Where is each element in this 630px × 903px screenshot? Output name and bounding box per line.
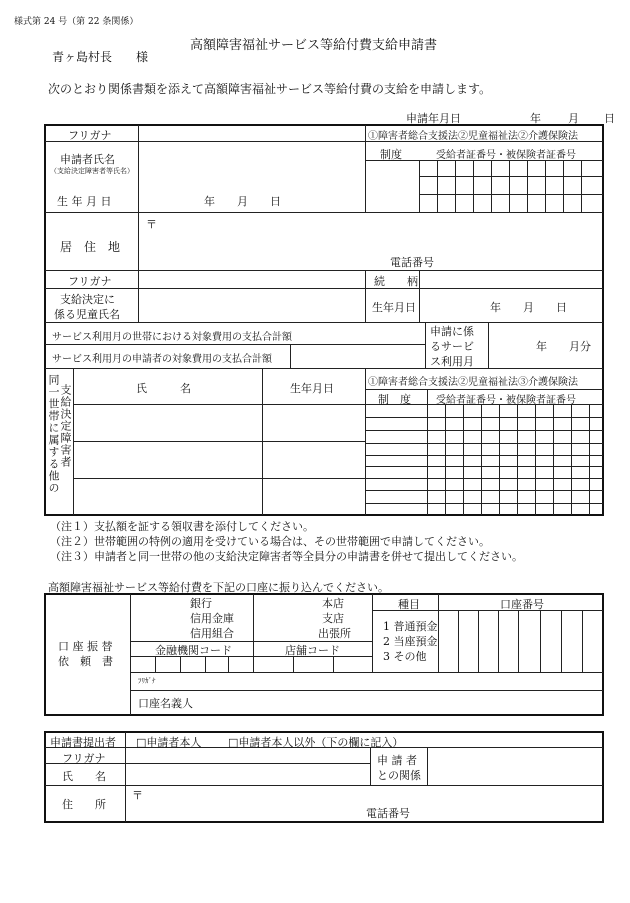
seido-label: 制度 (380, 148, 402, 161)
phone-label: 電話番号 (390, 256, 434, 269)
child-birth-label: 生年月日 (372, 301, 416, 314)
account-type-1: 2 当座預金 (383, 635, 438, 648)
bank-side-1: 口 座 振 替 (58, 640, 113, 653)
submitter-opt-other[interactable]: □申請者本人以外（下の欄に記入） (228, 736, 404, 749)
apply-day: 日 (604, 112, 615, 125)
branch-code-label: 店舗コード (285, 644, 340, 657)
apply-date-label: 申請年月日 (406, 112, 461, 125)
law-options: ①障害者総合支援法②児童福祉法②介護保険法 (368, 131, 578, 142)
submitter-relation-1: 申 請 者 (377, 754, 417, 767)
account-type-label: 種目 (398, 598, 420, 611)
household-seido: 制 度 (378, 393, 411, 406)
submitter-phone: 電話番号 (366, 807, 410, 820)
submitter-postal: 〒 (132, 789, 143, 802)
household-side-b: 支給決定障害者 (59, 384, 72, 468)
branch-type-1: 支店 (322, 612, 344, 625)
account-no-label: 口座番号 (500, 598, 544, 611)
intro-text: 次のとおり関係書類を添えて高額障害福祉サービス等給付費の支給を申請します。 (48, 82, 492, 96)
service-month-1: 申請に係 (430, 325, 474, 338)
branch-type-0: 本店 (322, 597, 344, 610)
household-law-options: ①障害者総合支援法②児童福祉法③介護保険法 (368, 377, 578, 388)
furigana-label: フリガナ (68, 129, 112, 142)
bank-code-label: 金融機関コード (155, 644, 232, 657)
apply-month: 月 (568, 112, 579, 125)
bank-furigana: ﾌﾘｶﾞﾅ (138, 677, 156, 685)
applicant-name-sub: （支給決定障害者等氏名） (50, 167, 134, 175)
child-label-1: 支給決定に (60, 293, 115, 306)
household-name-col: 氏 名 (136, 382, 191, 395)
child-birth-ymd: 年 月 日 (490, 301, 567, 314)
account-holder-label: 口座名義人 (138, 697, 193, 710)
birth-ymd: 年 月 日 (204, 195, 281, 208)
bank-type-2: 信用組合 (190, 627, 234, 640)
submitter-name-label: 氏 名 (62, 770, 106, 783)
child-label-2: 係る児童氏名 (54, 308, 120, 321)
note-1: （注１）支払額を証する領収書を添付してください。 (50, 520, 314, 533)
applicant-name-label: 申請者氏名 (60, 153, 115, 166)
relation-label: 続 柄 (374, 275, 418, 288)
submitter-address-label: 住 所 (62, 798, 106, 811)
bank-side-2: 依 頼 書 (58, 655, 113, 668)
account-type-2: 3 その他 (383, 650, 427, 663)
birth-label: 生 年 月 日 (57, 195, 112, 208)
household-side-a: 同一世帯に属する他の (47, 374, 60, 494)
submitter-label: 申請書提出者 (50, 736, 116, 749)
address-label: 居 住 地 (60, 240, 121, 254)
service-month-2: るサービ (430, 340, 474, 353)
applicant-table (44, 124, 604, 516)
page-title: 高額障害福祉サービス等給付費支給申請書 (190, 38, 438, 53)
postal-mark: 〒 (146, 218, 157, 231)
recipient-no-label: 受給者証番号・被保険者証番号 (436, 150, 576, 161)
submitter-furigana: フリガナ (62, 752, 106, 765)
branch-type-2: 出張所 (318, 627, 351, 640)
service-month-ym: 年 月分 (536, 340, 591, 353)
applicant-total-label: サービス利用月の申請者の対象費用の支払合計額 (52, 354, 272, 365)
bank-type-0: 銀行 (190, 597, 212, 610)
bank-type-1: 信用金庫 (190, 612, 234, 625)
apply-year: 年 (530, 112, 541, 125)
submitter-relation-2: との関係 (377, 769, 421, 782)
household-total-label: サービス利用月の世帯における対象費用の支払合計額 (52, 332, 292, 343)
furigana2-label: フリガナ (68, 275, 112, 288)
household-birth-col: 生年月日 (290, 382, 334, 395)
submitter-opt-self[interactable]: □申請者本人 (136, 736, 202, 749)
note-2: （注２）世帯範囲の特例の適用を受けている場合は、その世帯範囲で申請してください。 (50, 535, 490, 548)
form-number: 様式第 24 号（第 22 条関係） (14, 17, 139, 27)
bank-intro: 高額障害福祉サービス等給付費を下記の口座に振り込んでください。 (48, 581, 389, 594)
addressee: 青ヶ島村長 様 (52, 50, 149, 64)
note-3: （注３）申請者と同一世帯の他の支給決定障害者等全員分の申請書を併せて提出してください。 (50, 550, 523, 563)
service-month-3: ス利用月 (430, 355, 474, 368)
account-type-0: 1 普通預金 (383, 620, 438, 633)
household-recipient-no: 受給者証番号・被保険者証番号 (436, 395, 576, 406)
